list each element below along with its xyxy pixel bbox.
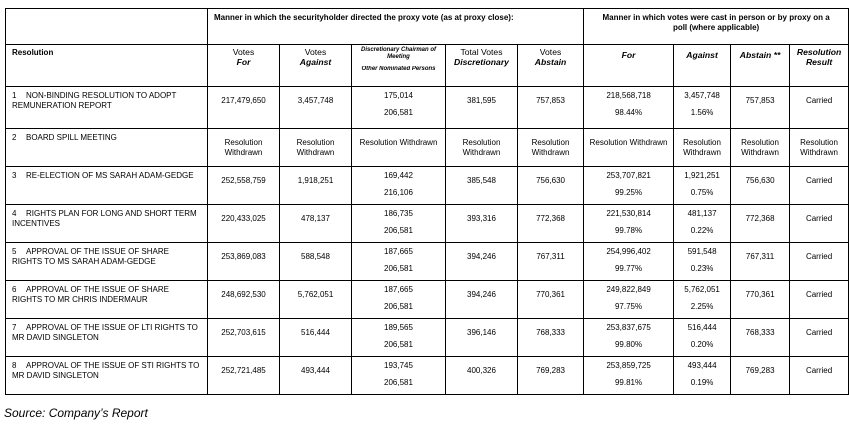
cell-poll-against: 481,137 0.22% (674, 205, 731, 243)
table-row (6, 205, 849, 243)
cell-poll-abstain: 770,361 (731, 281, 790, 319)
cell-poll-against: 516,444 0.20% (674, 319, 731, 357)
table-row (6, 243, 849, 281)
cell-against: Resolution Withdrawn (280, 129, 352, 167)
cell-poll-for: 249,822,849 97.75% (584, 281, 674, 319)
cell-result: Carried (790, 281, 849, 319)
cell-result: Carried (790, 319, 849, 357)
cell-poll-against: 591,548 0.23% (674, 243, 731, 281)
cell-poll-against: 3,457,748 1.56% (674, 87, 731, 129)
table-body (6, 87, 849, 395)
cell-votes-for: 253,869,083 (208, 243, 280, 281)
cell-discretionary: 186,735 206,581 (352, 205, 446, 243)
cell-resolution: 6 APPROVAL OF THE ISSUE OF SHARE RIGHTS TO MR CHRIS INDERMAUR (6, 281, 208, 319)
col-header-votes-abstain: Votes Abstain (518, 45, 584, 87)
cell-result: Carried (790, 357, 849, 395)
cell-chair: Resolution Withdrawn (352, 129, 446, 167)
cell-resolution: 4 RIGHTS PLAN FOR LONG AND SHORT TERM INCENTIVES (6, 205, 208, 243)
cell-resolution: 7 APPROVAL OF THE ISSUE OF LTI RIGHTS TO MR DAVID SINGLETON (6, 319, 208, 357)
table-row (6, 319, 849, 357)
cell-votes-for: 252,721,485 (208, 357, 280, 395)
cell-total-disc: 394,246 (446, 281, 518, 319)
cell-discretionary: 193,745 206,581 (352, 357, 446, 395)
cell-votes-for: 217,479,650 (208, 87, 280, 129)
table-row (6, 87, 849, 129)
group-header-blank (6, 9, 208, 45)
cell-result: Resolution Withdrawn (790, 129, 849, 167)
cell-total-disc: Resolution Withdrawn (446, 129, 518, 167)
cell-votes-against: 5,762,051 (280, 281, 352, 319)
cell-resolution: 1 NON-BINDING RESOLUTION TO ADOPT REMUNERATION REPORT (6, 87, 208, 129)
results-table (5, 8, 849, 395)
cell-total-disc: 394,246 (446, 243, 518, 281)
cell-poll-for: 253,859,725 99.81% (584, 357, 674, 395)
cell-poll-against: Resolution Withdrawn (674, 129, 731, 167)
cell-poll-for: Resolution Withdrawn (584, 129, 674, 167)
table-row (6, 129, 849, 167)
source-note: Source: Company’s Report (4, 406, 148, 420)
cell-total-disc: 400,326 (446, 357, 518, 395)
cell-resolution: 5 APPROVAL OF THE ISSUE OF SHARE RIGHTS TO MS SARAH ADAM-GEDGE (6, 243, 208, 281)
col-header-votes-for: Votes For (208, 45, 280, 87)
cell-discretionary: 169,442 216,106 (352, 167, 446, 205)
cell-poll-abstain: 769,283 (731, 357, 790, 395)
cell-votes-abstain: 770,361 (518, 281, 584, 319)
cell-votes-for: 252,558,759 (208, 167, 280, 205)
col-header-poll-for: For (584, 45, 674, 87)
cell-poll-for: 253,707,821 99.25% (584, 167, 674, 205)
cell-discretionary: 187,665 206,581 (352, 243, 446, 281)
cell-resolution: 8 APPROVAL OF THE ISSUE OF STI RIGHTS TO MR DAVID SINGLETON (6, 357, 208, 395)
col-header-resolution: Resolution (6, 45, 208, 87)
cell-votes-against: 478,137 (280, 205, 352, 243)
cell-poll-against: 1,921,251 0.75% (674, 167, 731, 205)
col-header-poll-against: Against (674, 45, 731, 87)
group-header-proxy: Manner in which the securityholder directed the proxy vote (as at proxy close): (208, 9, 584, 45)
col-header-discretionary: Discretionary Chairman of Meeting Other Nominated Persons (352, 45, 446, 87)
cell-total-disc: 385,548 (446, 167, 518, 205)
cell-discretionary: 189,565 206,581 (352, 319, 446, 357)
cell-total-disc: 381,595 (446, 87, 518, 129)
table-row (6, 281, 849, 319)
cell-votes-abstain: 768,333 (518, 319, 584, 357)
cell-result: Carried (790, 243, 849, 281)
cell-poll-against: 5,762,051 2.25% (674, 281, 731, 319)
table-row (6, 167, 849, 205)
cell-votes-for: 248,692,530 (208, 281, 280, 319)
cell-result: Carried (790, 87, 849, 129)
cell-votes-abstain: 769,283 (518, 357, 584, 395)
cell-discretionary: 175,014 206,581 (352, 87, 446, 129)
cell-discretionary: 187,665 206,581 (352, 281, 446, 319)
cell-votes-abstain: 756,630 (518, 167, 584, 205)
col-header-votes-against: Votes Against (280, 45, 352, 87)
cell-poll-abstain: 767,311 (731, 243, 790, 281)
cell-poll-against: 493,444 0.19% (674, 357, 731, 395)
cell-votes-abstain: 757,853 (518, 87, 584, 129)
cell-poll-abstain: Resolution Withdrawn (731, 129, 790, 167)
cell-votes-against: 493,444 (280, 357, 352, 395)
cell-poll-for: 218,568,718 98.44% (584, 87, 674, 129)
cell-for: Resolution Withdrawn (208, 129, 280, 167)
group-header-poll: Manner in which votes were cast in person or by proxy on a poll (where applicable) (584, 9, 849, 45)
table-row (6, 357, 849, 395)
cell-votes-for: 220,433,025 (208, 205, 280, 243)
cell-resolution: 3 RE-ELECTION OF MS SARAH ADAM-GEDGE (6, 167, 208, 205)
cell-result: Carried (790, 167, 849, 205)
col-header-poll-abstain: Abstain ** (731, 45, 790, 87)
cell-total-disc: 393,316 (446, 205, 518, 243)
cell-resolution: 2 BOARD SPILL MEETING (6, 129, 208, 167)
cell-votes-against: 1,918,251 (280, 167, 352, 205)
col-header-result: Resolution Result (790, 45, 849, 87)
cell-poll-abstain: 756,630 (731, 167, 790, 205)
cell-poll-abstain: 772,368 (731, 205, 790, 243)
cell-votes-abstain: 767,311 (518, 243, 584, 281)
cell-poll-for: 221,530,814 99.78% (584, 205, 674, 243)
cell-votes-for: 252,703,615 (208, 319, 280, 357)
cell-poll-for: 253,837,675 99.80% (584, 319, 674, 357)
cell-poll-abstain: 757,853 (731, 87, 790, 129)
cell-poll-for: 254,996,402 99.77% (584, 243, 674, 281)
cell-result: Carried (790, 205, 849, 243)
cell-abstain: Resolution Withdrawn (518, 129, 584, 167)
cell-votes-against: 516,444 (280, 319, 352, 357)
cell-total-disc: 396,146 (446, 319, 518, 357)
cell-votes-against: 588,548 (280, 243, 352, 281)
col-header-total-disc: Total Votes Discretionary (446, 45, 518, 87)
cell-votes-abstain: 772,368 (518, 205, 584, 243)
cell-votes-against: 3,457,748 (280, 87, 352, 129)
cell-poll-abstain: 768,333 (731, 319, 790, 357)
